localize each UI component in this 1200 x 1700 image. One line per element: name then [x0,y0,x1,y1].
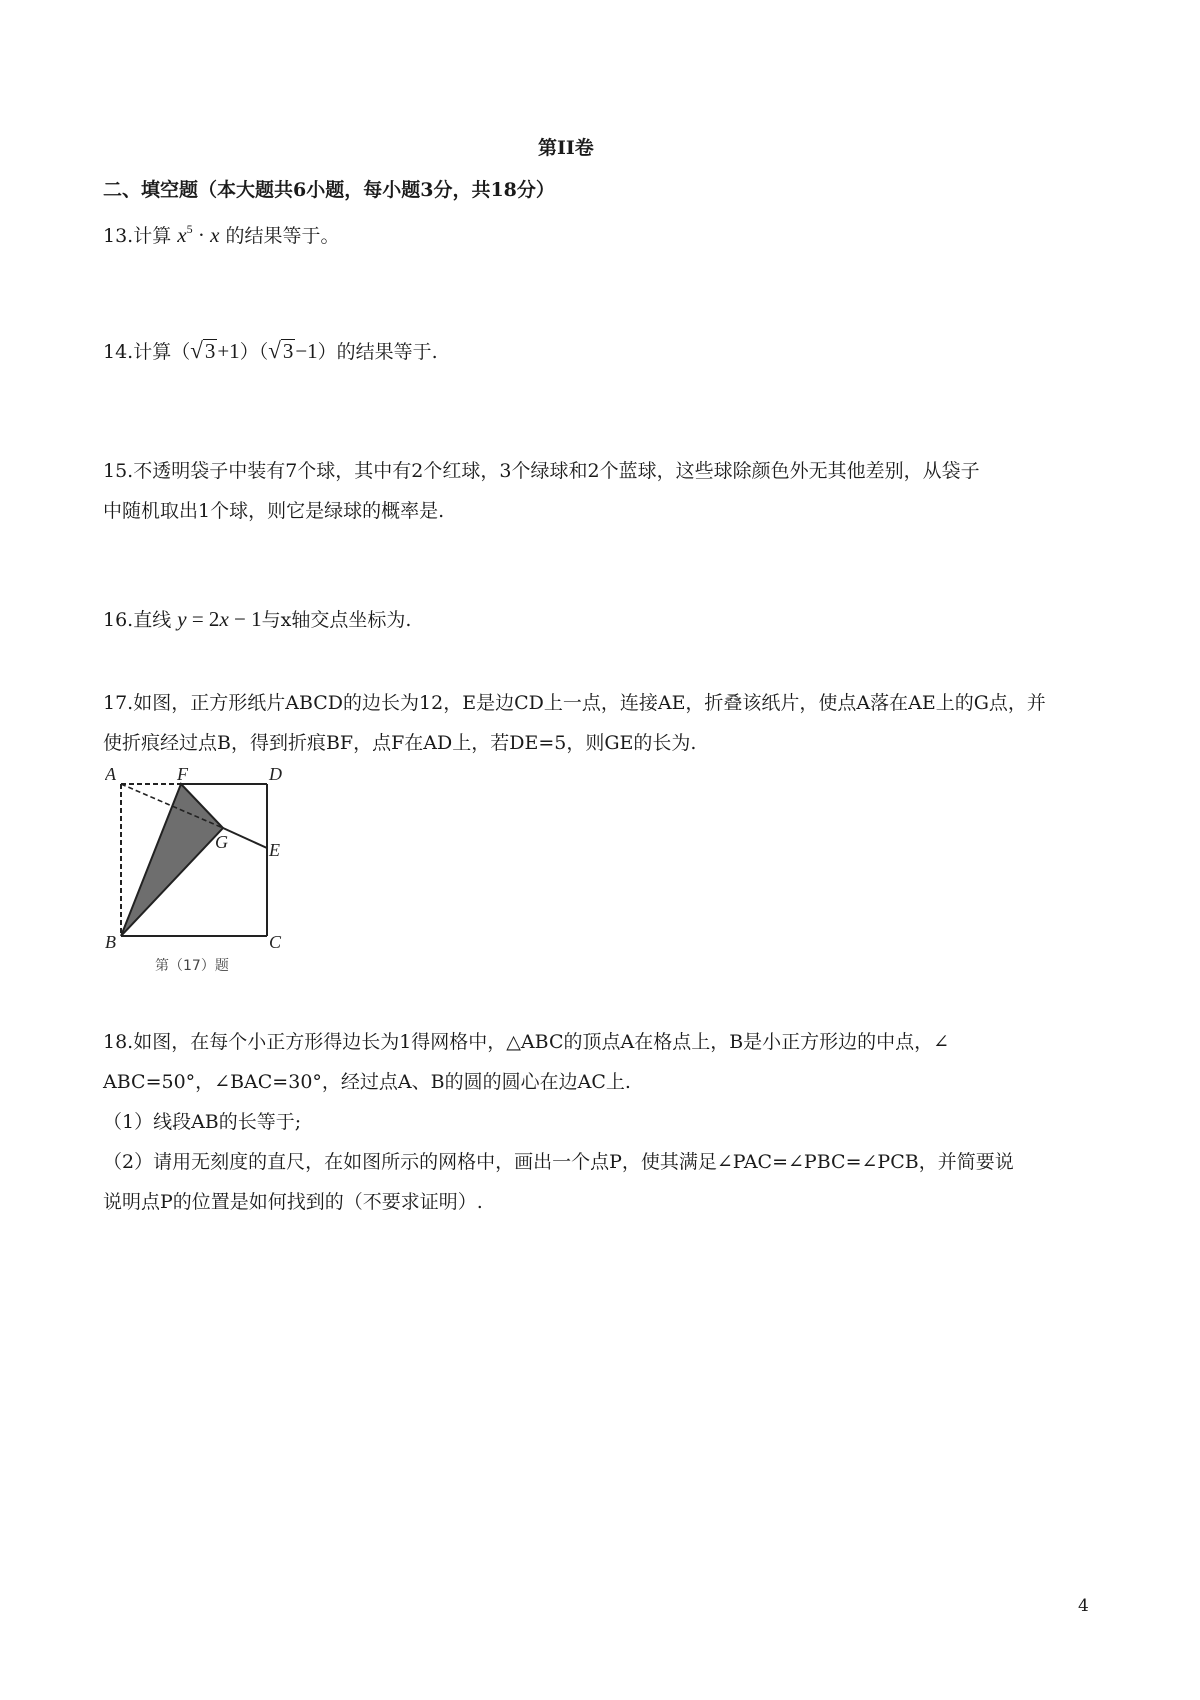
q18-part2-line2: 说明点P的位置是如何找到的（不要求证明）. [103,1191,483,1213]
q18-part1: （1）线段AB的长等于; [103,1111,302,1133]
q14-term2: √3−1 [268,338,318,363]
figure-caption: 第（17）题 [155,958,229,974]
question-16: 16.直线 y = 2x − 1与x轴交点坐标为. [103,607,412,631]
q18-line2: ABC=50°，∠BAC=30°，经过点A、B的圆的圆心在边AC上. [103,1071,631,1093]
question-14: 14.计算（√3+1）（√3−1）的结果等于. [103,338,438,363]
label-e: E [269,840,280,860]
q15-line2: 中随机取出1个球，则它是绿球的概率是. [103,500,445,522]
q17-line1: 17.如图，正方形纸片ABCD的边长为12，E是边CD上一点，连接AE，折叠该纸片，使点A落在AE上的G点，并 [103,692,1046,714]
q17-line2: 使折痕经过点B，得到折痕BF，点F在AD上，若DE=5，则GE的长为. [103,732,697,754]
volume-title: 第II卷 [538,137,594,159]
q16-equation: y = 2x − 1 [177,607,262,631]
question-18 [103,1022,1083,1222]
q15-line1: 15.不透明袋子中装有7个球，其中有2个红球，3个绿球和2个蓝球，这些球除颜色外无其他差别，从袋子 [103,460,980,482]
label-a: A [105,764,116,784]
q13-suffix: 的结果等于。 [225,225,340,247]
label-c: C [269,932,282,952]
q17-figure [105,760,305,980]
label-d: D [269,764,282,784]
q13-expression: $x^5 \cdot x$ [177,222,220,247]
q14-term1: √3+1 [190,338,240,363]
section-heading: 二、填空题（本大题共6小题，每小题3分，共18分） [103,179,555,201]
label-f: F [177,764,188,784]
q18-part2-line1: （2）请用无刻度的直尺，在如图所示的网格中，画出一个点P，使其满足∠PAC=∠PBC=∠PCB，并简要说 [103,1151,1014,1173]
shaded-triangle [121,784,223,936]
q18-line1: 18.如图，在每个小正方形得边长为1得网格中，△ABC的顶点A在格点上，B是小正方形边的中点，∠ [103,1031,950,1053]
question-15 [103,451,1083,531]
q13-prefix: 13.计算 [103,225,172,247]
question-13 [103,216,339,249]
label-g: G [215,832,228,852]
label-b: B [105,932,116,952]
question-17 [103,683,1083,763]
segment-ge [223,828,267,848]
page-number: 4 [1078,1596,1089,1616]
